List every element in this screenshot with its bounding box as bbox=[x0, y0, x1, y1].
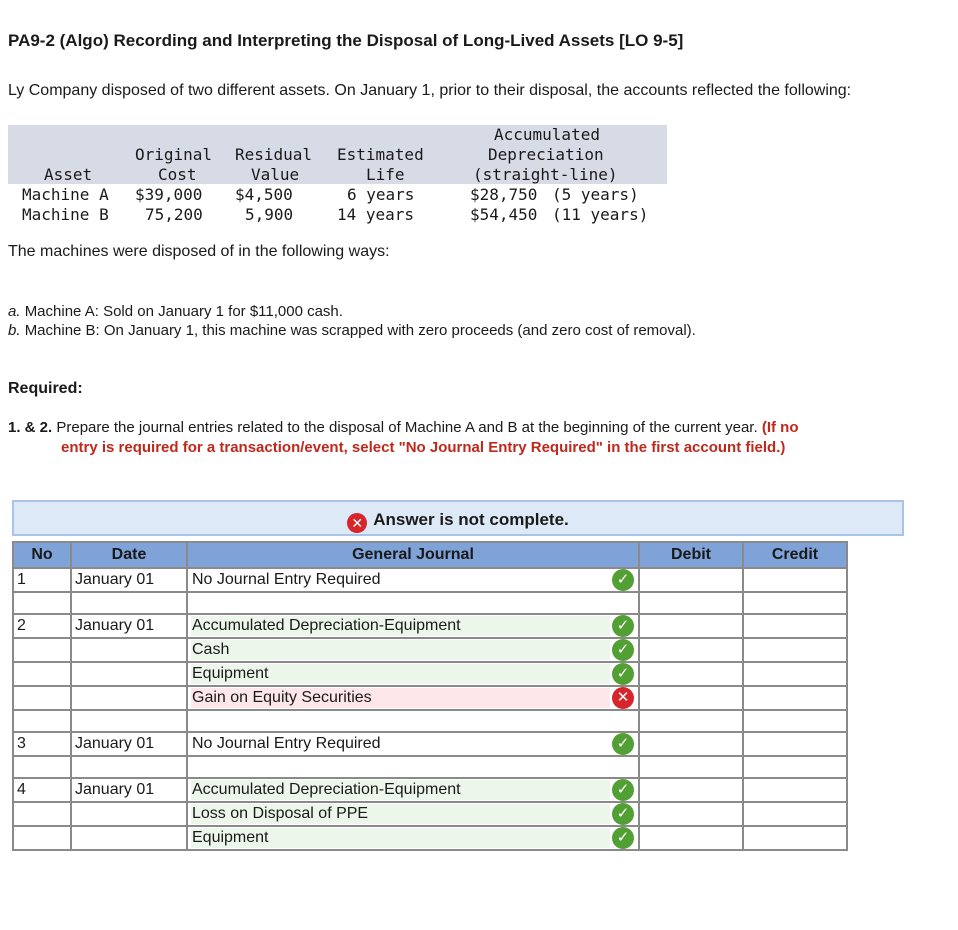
header-credit: Credit bbox=[743, 542, 847, 568]
entry-number: 4 bbox=[13, 778, 71, 802]
intro-text: Ly Company disposed of two different assets. On January 1, prior to their disposal, the accounts reflected the following: bbox=[8, 82, 852, 99]
row-b-residual: 5,900 bbox=[245, 205, 294, 224]
credit-input[interactable] bbox=[743, 638, 847, 662]
date-field[interactable]: January 01 bbox=[71, 732, 187, 756]
page-title: PA9-2 (Algo) Recording and Interpreting the Disposal of Long-Lived Assets [LO 9-5] bbox=[8, 31, 684, 50]
row-a-residual: $4,500 bbox=[235, 185, 293, 204]
check-icon: ✓ bbox=[612, 615, 634, 637]
check-icon: ✓ bbox=[612, 733, 634, 755]
check-icon: ✓ bbox=[612, 779, 634, 801]
credit-input[interactable] bbox=[743, 614, 847, 638]
debit-input[interactable] bbox=[639, 614, 743, 638]
journal-table bbox=[12, 541, 848, 851]
table-row bbox=[13, 710, 847, 732]
account-field[interactable]: Accumulated Depreciation-Equipment bbox=[191, 780, 610, 800]
list-item bbox=[8, 321, 696, 340]
instruction-note-2: entry is required for a transaction/event, select "No Journal Entry Required" in the first account field.) bbox=[61, 439, 786, 456]
x-icon: ✕ bbox=[612, 687, 634, 709]
instruction-number: 1. & 2. bbox=[8, 419, 53, 436]
item-text: Machine B: On January 1, this machine was scrapped with zero proceeds (and zero cost of removal). bbox=[24, 322, 696, 339]
date-field[interactable]: January 01 bbox=[71, 778, 187, 802]
item-label: a. bbox=[8, 303, 21, 320]
row-a-cost: $39,000 bbox=[135, 185, 203, 204]
disposal-list bbox=[8, 302, 696, 340]
accum-header-2: Depreciation bbox=[488, 145, 604, 164]
check-icon: ✓ bbox=[612, 639, 634, 661]
instruction-note-1: (If no bbox=[761, 419, 799, 436]
header-no: No bbox=[13, 542, 71, 568]
row-b-life: 14 years bbox=[337, 205, 415, 224]
asset-header: Asset bbox=[44, 165, 93, 184]
accum-header-1: Accumulated bbox=[494, 125, 600, 144]
account-field[interactable]: Cash bbox=[191, 640, 610, 660]
instruction-text: Prepare the journal entries related to the disposal of Machine A and B at the beginning of the current year. bbox=[56, 419, 758, 436]
row-b-accum: $54,450 bbox=[470, 205, 538, 224]
item-text: Machine A: Sold on January 1 for $11,000 cash. bbox=[24, 303, 343, 320]
debit-input[interactable] bbox=[639, 662, 743, 686]
account-field[interactable]: Gain on Equity Securities bbox=[191, 688, 610, 708]
account-field[interactable]: No Journal Entry Required bbox=[192, 735, 381, 752]
row-a-life: 6 years bbox=[347, 185, 415, 204]
credit-input[interactable] bbox=[743, 778, 847, 802]
row-b-cost: 75,200 bbox=[145, 205, 203, 224]
debit-input[interactable] bbox=[639, 732, 743, 756]
table-row bbox=[13, 638, 847, 662]
cost-header-1: Original bbox=[135, 145, 213, 164]
table-row bbox=[13, 592, 847, 614]
account-field[interactable]: Equipment bbox=[191, 664, 610, 684]
row-b-asset: Machine B bbox=[22, 205, 109, 224]
accum-header-3: (straight-line) bbox=[473, 165, 618, 184]
disposal-intro: The machines were disposed of in the following ways: bbox=[8, 243, 390, 260]
answer-status-banner bbox=[12, 500, 904, 536]
row-b-accum-years: (11 years) bbox=[552, 205, 649, 224]
account-field[interactable]: No Journal Entry Required bbox=[192, 571, 381, 588]
entry-number: 1 bbox=[13, 568, 71, 592]
debit-input[interactable] bbox=[639, 638, 743, 662]
cost-header-2: Cost bbox=[158, 165, 197, 184]
table-row bbox=[13, 778, 847, 802]
table-row bbox=[13, 732, 847, 756]
debit-input[interactable] bbox=[639, 686, 743, 710]
table-row bbox=[13, 568, 847, 592]
credit-input[interactable] bbox=[743, 686, 847, 710]
row-a-accum-years: (5 years) bbox=[552, 185, 639, 204]
table-row bbox=[13, 662, 847, 686]
check-icon: ✓ bbox=[612, 569, 634, 591]
debit-input[interactable] bbox=[639, 802, 743, 826]
debit-input[interactable] bbox=[639, 778, 743, 802]
answer-status-text: Answer is not complete. bbox=[373, 510, 569, 529]
account-field[interactable]: Equipment bbox=[191, 828, 610, 848]
debit-input[interactable] bbox=[639, 826, 743, 850]
credit-input[interactable] bbox=[743, 802, 847, 826]
x-icon: ✕ bbox=[347, 513, 367, 533]
check-icon: ✓ bbox=[612, 663, 634, 685]
life-header-2: Life bbox=[366, 165, 405, 184]
table-row bbox=[13, 686, 847, 710]
credit-input[interactable] bbox=[743, 568, 847, 592]
table-row bbox=[13, 756, 847, 778]
credit-input[interactable] bbox=[743, 732, 847, 756]
row-a-accum: $28,750 bbox=[470, 185, 538, 204]
residual-header-2: Value bbox=[251, 165, 300, 184]
date-field[interactable]: January 01 bbox=[71, 568, 187, 592]
check-icon: ✓ bbox=[612, 803, 634, 825]
item-label: b. bbox=[8, 322, 21, 339]
instructions bbox=[8, 418, 948, 458]
credit-input[interactable] bbox=[743, 662, 847, 686]
check-icon: ✓ bbox=[612, 827, 634, 849]
table-row bbox=[13, 826, 847, 850]
account-field[interactable]: Accumulated Depreciation-Equipment bbox=[191, 616, 610, 636]
date-field[interactable]: January 01 bbox=[71, 614, 187, 638]
entry-number: 2 bbox=[13, 614, 71, 638]
row-a-asset: Machine A bbox=[22, 185, 109, 204]
header-date: Date bbox=[71, 542, 187, 568]
life-header-1: Estimated bbox=[337, 145, 424, 164]
account-field[interactable]: Loss on Disposal of PPE bbox=[191, 804, 610, 824]
entry-number: 3 bbox=[13, 732, 71, 756]
list-item bbox=[8, 302, 696, 321]
header-debit: Debit bbox=[639, 542, 743, 568]
credit-input[interactable] bbox=[743, 826, 847, 850]
table-row bbox=[13, 802, 847, 826]
header-account: General Journal bbox=[187, 542, 639, 568]
residual-header-1: Residual bbox=[235, 145, 313, 164]
required-heading: Required: bbox=[8, 380, 83, 397]
table-row bbox=[13, 614, 847, 638]
debit-input[interactable] bbox=[639, 568, 743, 592]
